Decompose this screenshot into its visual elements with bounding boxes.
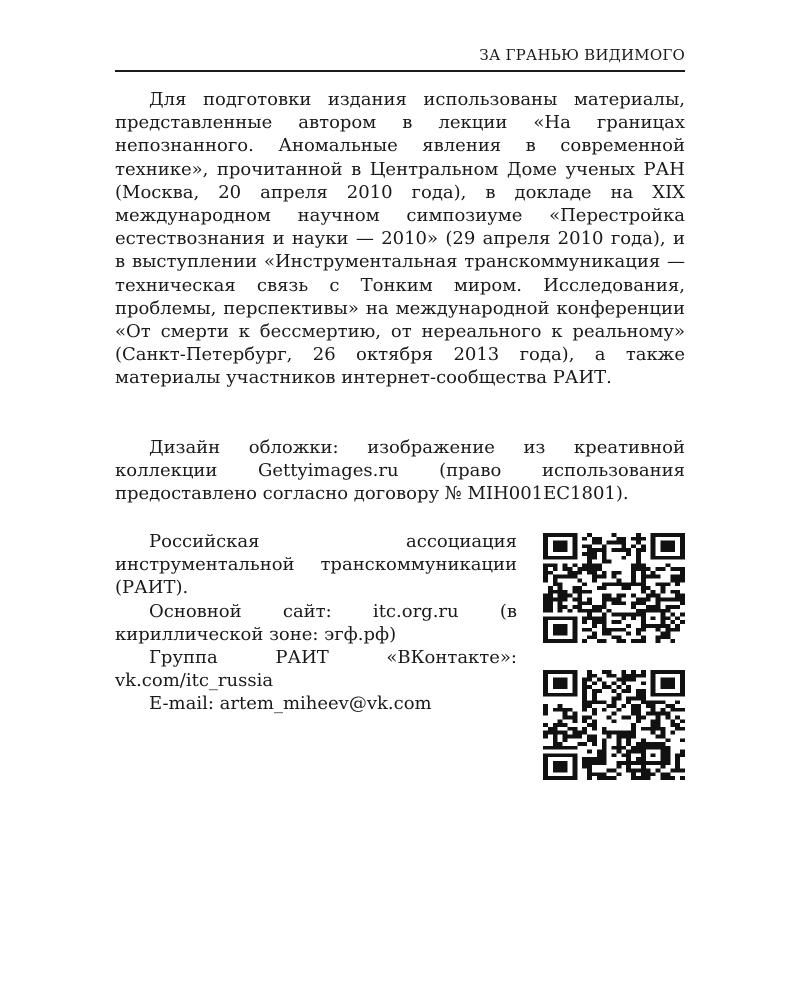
organization-name: Российская ассоциация инструментальной транскоммуникации (РАИТ).: [115, 531, 517, 599]
cover-design-paragraph: Дизайн обложки: изображение из креативной коллекции Gettyimages.ru (право использования предоставлено согласно договору № MIH001EC1801).: [115, 437, 685, 505]
qr-code-icon: [543, 670, 685, 780]
running-header: ЗА ГРАНЬЮ ВИДИМОГО: [479, 46, 685, 64]
main-site-line: Основной сайт: itc.org.ru (в кириллической зоне: эгф.рф): [115, 600, 517, 645]
header-rule: [115, 70, 685, 72]
qr-code-icon: [543, 533, 685, 643]
vk-group-line: Группа РАИТ «ВКонтакте»: vk.com/itc_russia: [115, 647, 517, 692]
email-line: E-mail: artem_miheev@vk.com: [149, 693, 432, 715]
sources-paragraph: Для подготовки издания использованы материалы, представленные автором в лекции «На границах непознанного. Аномальные явления в современной технике», прочитанной в Центральном Доме ученых РАН (Москва, 20 апреля 2010 года), в докладе на XIX международном научном симпозиуме «Перестройка естествознания и науки — 2010» (29 апреля 2010 года), и в выступлении «Инструментальная транскоммуникация — техническая связь с Тонким миром. Исследования, проблемы, перспективы» на международной конференции «От смерти к бессмертию, от нереального к реальному» (Санкт-Петербург, 26 октября 2013 года), а также материалы участников интернет-сообщества РАИТ.: [115, 89, 685, 389]
contacts-block: [115, 530, 517, 716]
